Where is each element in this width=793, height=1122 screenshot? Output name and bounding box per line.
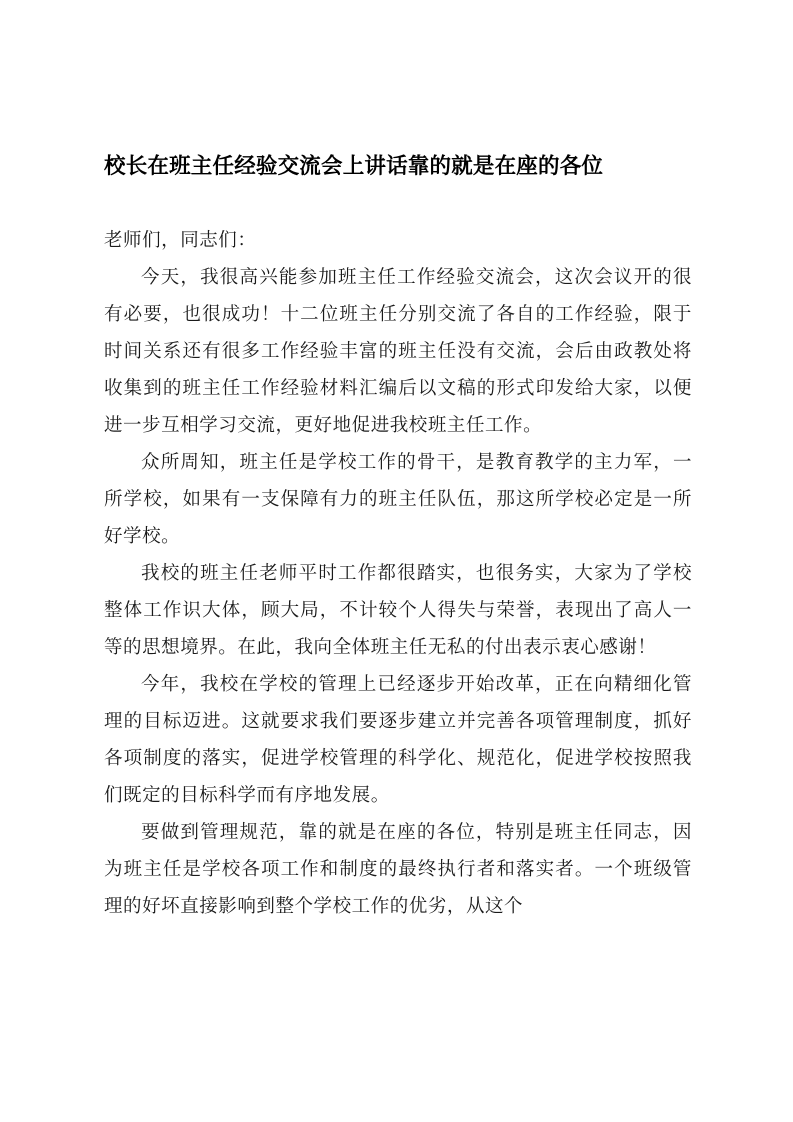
paragraph-1: 今天，我很高兴能参加班主任工作经验交流会，这次会议开的很有必要，也很成功！十二位班主任分别交流了各自的工作经验，限于时间关系还有很多工作经验丰富的班主任没有交流，会后由政教处将收集到的班主任工作经验材料汇编后以文稿的形式印发给大家，以便进一步互相学习交流，更好地促进我校班主任工作。 bbox=[104, 267, 692, 436]
document-body bbox=[104, 222, 692, 925]
paragraph-5: 要做到管理规范，靠的就是在座的各位，特别是班主任同志，因为班主任是学校各项工作和制度的最终执行者和落实者。一个班级管理的好坏直接影响到整个学校工作的优劣，从这个 bbox=[104, 822, 692, 917]
paragraph-3: 我校的班主任老师平时工作都很踏实，也很务实，大家为了学校整体工作识大体，顾大局，不计较个人得失与荣誉，表现出了高人一等的思想境界。在此，我向全体班主任无私的付出表示衷心感谢！ bbox=[104, 563, 692, 658]
paragraph-2: 众所周知，班主任是学校工作的骨干，是教育教学的主力军，一所学校，如果有一支保障有力的班主任队伍，那这所学校必定是一所好学校。 bbox=[104, 452, 692, 547]
paragraph-4: 今年，我校在学校的管理上已经逐步开始改革，正在向精细化管理的目标迈进。这就要求我们要逐步建立并完善各项管理制度，抓好各项制度的落实，促进学校管理的科学化、规范化，促进学校按照我们既定的目标科学而有序地发展。 bbox=[104, 674, 692, 806]
salutation: 老师们，同志们： bbox=[104, 230, 257, 251]
page-title: 校长在班主任经验交流会上讲话靠的就是在座的各位 bbox=[104, 154, 604, 179]
